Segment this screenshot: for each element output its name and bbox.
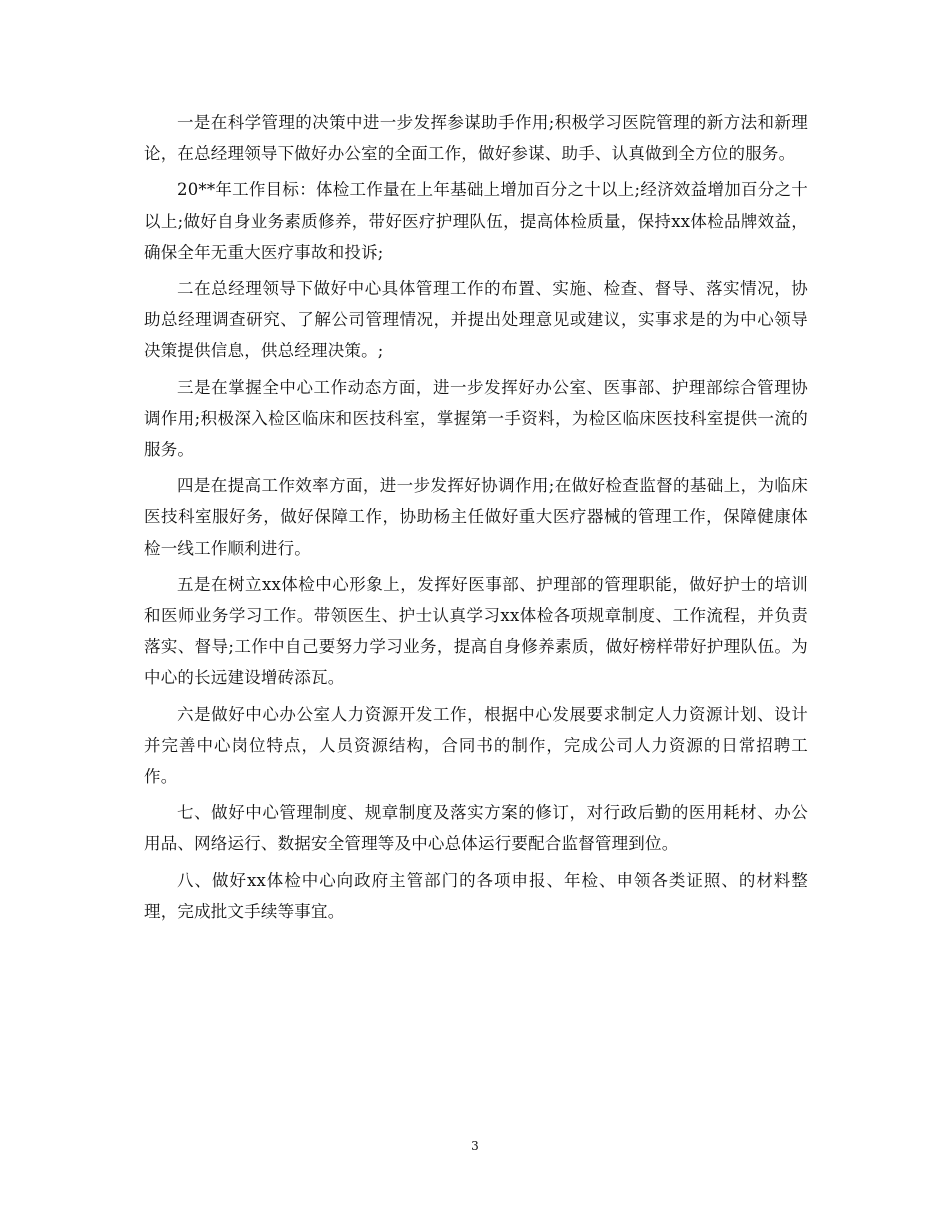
- page-number: 3: [471, 1139, 479, 1153]
- paragraph-9: 八、做好xx体检中心向政府主管部门的各项申报、年检、申领各类证照、的材料整理，完成批文手续等事宜。: [144, 870, 808, 921]
- paragraph-3: 二在总经理领导下做好中心具体管理工作的布置、实施、检查、督导、落实情况，协助总经理调查研究、了解公司管理情况，并提出处理意见或建议，实事求是的为中心领导决策提供信息，供总经理决策。;: [144, 279, 808, 361]
- document-body: [144, 107, 808, 932]
- paragraph-6: 五是在树立xx体检中心形象上，发挥好医事部、护理部的管理职能，做好护士的培训和医师业务学习工作。带领医生、护士认真学习xx体检各项规章制度、工作流程，并负责落实、督导;工作中自己要努力学习业务，提高自身修养素质，做好榜样带好护理队伍。为中心的长远建设增砖添瓦。: [144, 574, 808, 688]
- paragraph-2: 20**年工作目标：体检工作量在上年基础上增加百分之十以上;经济效益增加百分之十以上;做好自身业务素质修养，带好医疗护理队伍，提高体检质量，保持xx体检品牌效益，确保全年无重大医疗事故和投诉;: [144, 180, 808, 262]
- paragraph-8: 七、做好中心管理制度、规章制度及落实方案的修订，对行政后勤的医用耗材、办公用品、网络运行、数据安全管理等及中心总体运行要配合监督管理到位。: [144, 803, 808, 854]
- paragraph-4: 三是在掌握全中心工作动态方面，进一步发挥好办公室、医事部、护理部综合管理协调作用;积极深入检区临床和医技科室，掌握第一手资料，为检区临床医技科室提供一流的服务。: [144, 377, 808, 460]
- paragraph-5: 四是在提高工作效率方面，进一步发挥好协调作用;在做好检查监督的基础上，为临床医技科室服好务，做好保障工作，协助杨主任做好重大医疗器械的管理工作，保障健康体检一线工作顺利进行。: [144, 476, 808, 558]
- paragraph-7: 六是做好中心办公室人力资源开发工作，根据中心发展要求制定人力资源计划、设计并完善中心岗位特点，人员资源结构，合同书的制作，完成公司人力资源的日常招聘工作。: [144, 704, 808, 787]
- paragraph-1: 一是在科学管理的决策中进一步发挥参谋助手作用;积极学习医院管理的新方法和新理论，在总经理领导下做好办公室的全面工作，做好参谋、助手、认真做到全方位的服务。: [144, 113, 808, 164]
